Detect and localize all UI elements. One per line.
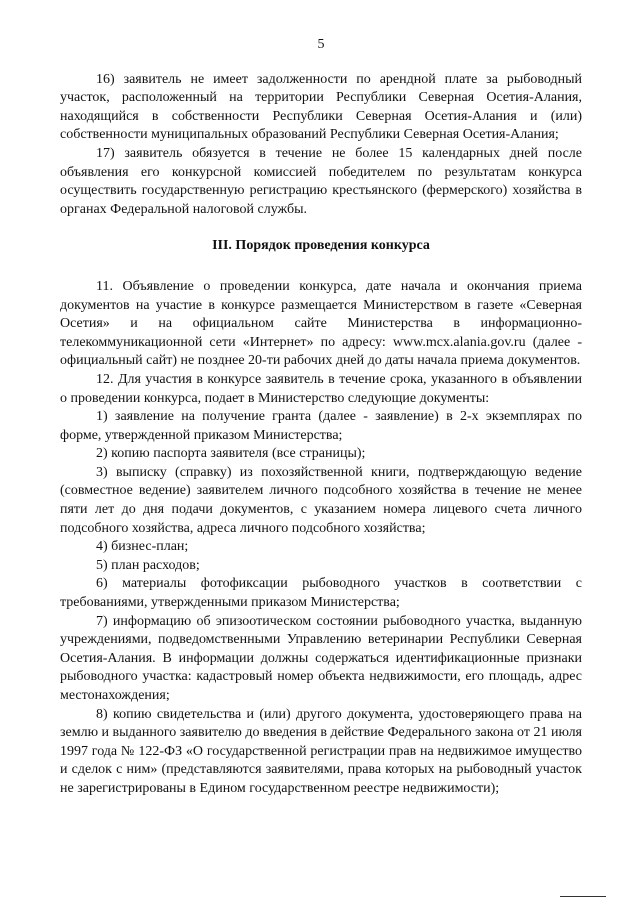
list-item-4: 4) бизнес-план; bbox=[96, 539, 189, 555]
list-item-1: 1) заявление на получение гранта (далее - заявление) в 2-х экземплярах по форме, утвержденной приказом Министерства; bbox=[60, 409, 582, 443]
list-item-6: 6) материалы фотофиксации рыбоводного участков в соответствии с требованиями, утвержденными приказом Министерства; bbox=[60, 576, 582, 611]
list-item-3: 3) выписку (справку) из похозяйственной книги, подтверждающую ведение (совместное ведение) заявителем личного подсобного хозяйства в течение не менее пяти лет до дня подачи документов, с указанием номера лицевого счета личного подсобного хозяйства, адреса личного подсобного хозяйства; bbox=[60, 464, 582, 536]
list-item-7: 7) информацию об эпизоотическом состоянии рыбоводного участка, выданную учреждениями, подведомственными Управлению ветеринарии Республики Северная Осетия-Алания. В информации должны содержаться идентификационные признаки рыбоводного участка: кадастровый номер объекта недвижимости, его площадь, адрес местонахождения; bbox=[60, 613, 582, 703]
list-item-5: 5) план расходов; bbox=[96, 557, 200, 573]
footer-rule bbox=[560, 896, 606, 897]
list-item-2: 2) копию паспорта заявителя (все страницы); bbox=[96, 446, 366, 462]
section-heading: III. Порядок проведения конкурса bbox=[212, 238, 430, 254]
paragraph-item-16: 16) заявитель не имеет задолженности по арендной плате за рыбоводный участок, расположенный на территории Республики Северная Осетия-Алания, находящийся в собственности Республики Северная Осетия-Алания и (или) собственности муниципальных образований Республики Северная Осетия-Алания; bbox=[60, 71, 582, 143]
paragraph-item-17: 17) заявитель обязуется в течение не более 15 календарных дней после объявления его конкурсной комиссией победителем по результатам конкурса осуществить государственную регистрацию крестьянского (фермерского) хозяйства в органах Федеральной налоговой службы. bbox=[60, 145, 582, 217]
document-page bbox=[60, 36, 582, 799]
list-item-8: 8) копию свидетельства и (или) другого документа, удостоверяющего права на землю и выданного заявителю до введения в действие Федерального закона от 21 июля 1997 года № 122-ФЗ «О государственной регистрации прав на недвижимое имущество и сделок с ним» (представляются заявителями, права которых на рыбоводный участок не зарегистрированы в Едином государственном реестре недвижимости); bbox=[60, 706, 582, 796]
paragraph-clause-12: 12. Для участия в конкурсе заявитель в течение срока, указанного в объявлении о проведении конкурса, подает в Министерство следующие документы: bbox=[60, 371, 582, 406]
page-number: 5 bbox=[317, 37, 325, 52]
paragraph-clause-11: 11. Объявление о проведении конкурса, дате начала и окончания приема документов на участие в конкурсе размещается Министерством в газете «Северная Осетия» и на официальном сайте Министерства в информационно-телекоммуникационной сети «Интернет» по адресу: www.mcx.alania.gov.ru (далее - официальный сайт) не позднее 20-ти рабочих дней до даты начала приема документов. bbox=[60, 278, 582, 369]
